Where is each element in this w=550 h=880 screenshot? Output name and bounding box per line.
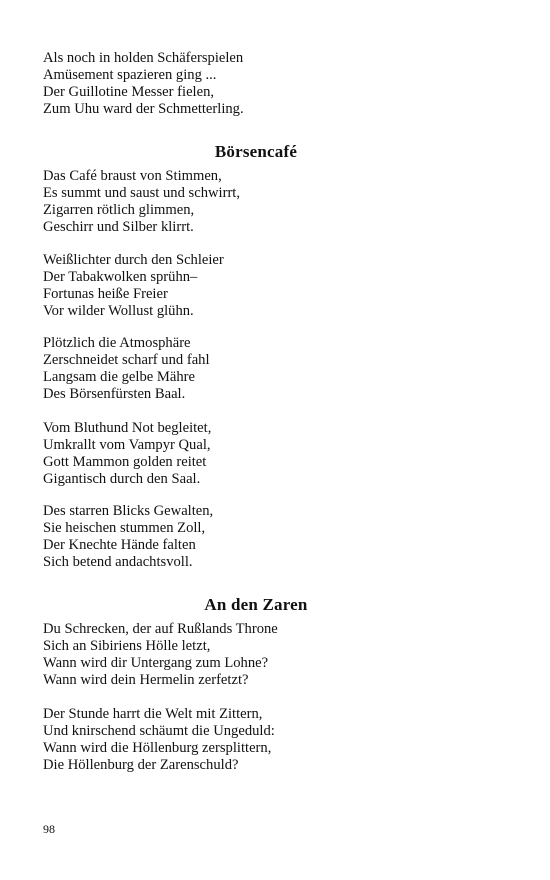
verse-line: Fortunas heiße Freier xyxy=(43,286,168,302)
verse-line: Und knirschend schäumt die Ungeduld: xyxy=(43,723,275,739)
verse-line: Es summt und saust und schwirrt, xyxy=(43,185,241,201)
verse-line: Sich an Sibiriens Hölle letzt, xyxy=(43,638,211,654)
verse-line: Der Knechte Hände falten xyxy=(43,537,196,553)
verse-line: Zigarren rötlich glimmen, xyxy=(43,202,195,218)
poem1-stanza-5 xyxy=(43,503,213,571)
verse-line: Vom Bluthund Not begleitet, xyxy=(43,420,212,436)
verse-line: Plötzlich die Atmosphäre xyxy=(43,335,191,351)
verse-line: Weißlichter durch den Schleier xyxy=(43,252,224,268)
verse-line: Der Guillotine Messer fielen, xyxy=(43,84,215,100)
verse-line: Des starren Blicks Gewalten, xyxy=(43,503,214,519)
verse-line: Als noch in holden Schäferspielen xyxy=(43,50,244,66)
intro-stanza xyxy=(43,50,244,118)
verse-line: Wann wird die Höllenburg zersplittern, xyxy=(43,740,272,756)
verse-line: Du Schrecken, der auf Rußlands Throne xyxy=(43,621,278,637)
poem1-stanza-2 xyxy=(43,252,224,320)
verse-line: Zum Uhu ward der Schmetterling. xyxy=(43,101,244,117)
verse-line: Zerschneidet scharf und fahl xyxy=(43,352,210,368)
poem1-stanza-4 xyxy=(43,420,211,488)
verse-line: Der Tabakwolken sprühn– xyxy=(43,269,198,285)
verse-line: Umkrallt vom Vampyr Qual, xyxy=(43,437,211,453)
poem2-stanza-1 xyxy=(43,621,278,689)
verse-line: Langsam die gelbe Mähre xyxy=(43,369,195,385)
verse-line: Der Stunde harrt die Welt mit Zittern, xyxy=(43,706,263,722)
verse-line: Sich betend andachtsvoll. xyxy=(43,554,193,570)
verse-line: Sie heischen stummen Zoll, xyxy=(43,520,206,536)
verse-line: Des Börsenfürsten Baal. xyxy=(43,386,186,402)
verse-line: Wann wird dein Hermelin zerfetzt? xyxy=(43,672,249,688)
verse-line: Amüsement spazieren ging ... xyxy=(43,67,217,83)
verse-line: Wann wird dir Untergang zum Lohne? xyxy=(43,655,269,671)
verse-line: Gott Mammon golden reitet xyxy=(43,454,207,470)
page-number: 98 xyxy=(43,822,55,836)
poem-title-an-den-zaren: An den Zaren xyxy=(204,595,308,614)
verse-line: Geschirr und Silber klirrt. xyxy=(43,219,194,235)
poem1-stanza-1 xyxy=(43,168,240,236)
verse-line: Das Café braust von Stimmen, xyxy=(43,168,222,184)
verse-line: Die Höllenburg der Zarenschuld? xyxy=(43,757,239,773)
verse-line: Gigantisch durch den Saal. xyxy=(43,471,201,487)
poem2-stanza-2 xyxy=(43,706,275,774)
poem1-stanza-3 xyxy=(43,335,210,403)
verse-line: Vor wilder Wollust glühn. xyxy=(43,303,194,319)
poem-title-boersencafe: Börsencafé xyxy=(214,142,298,161)
